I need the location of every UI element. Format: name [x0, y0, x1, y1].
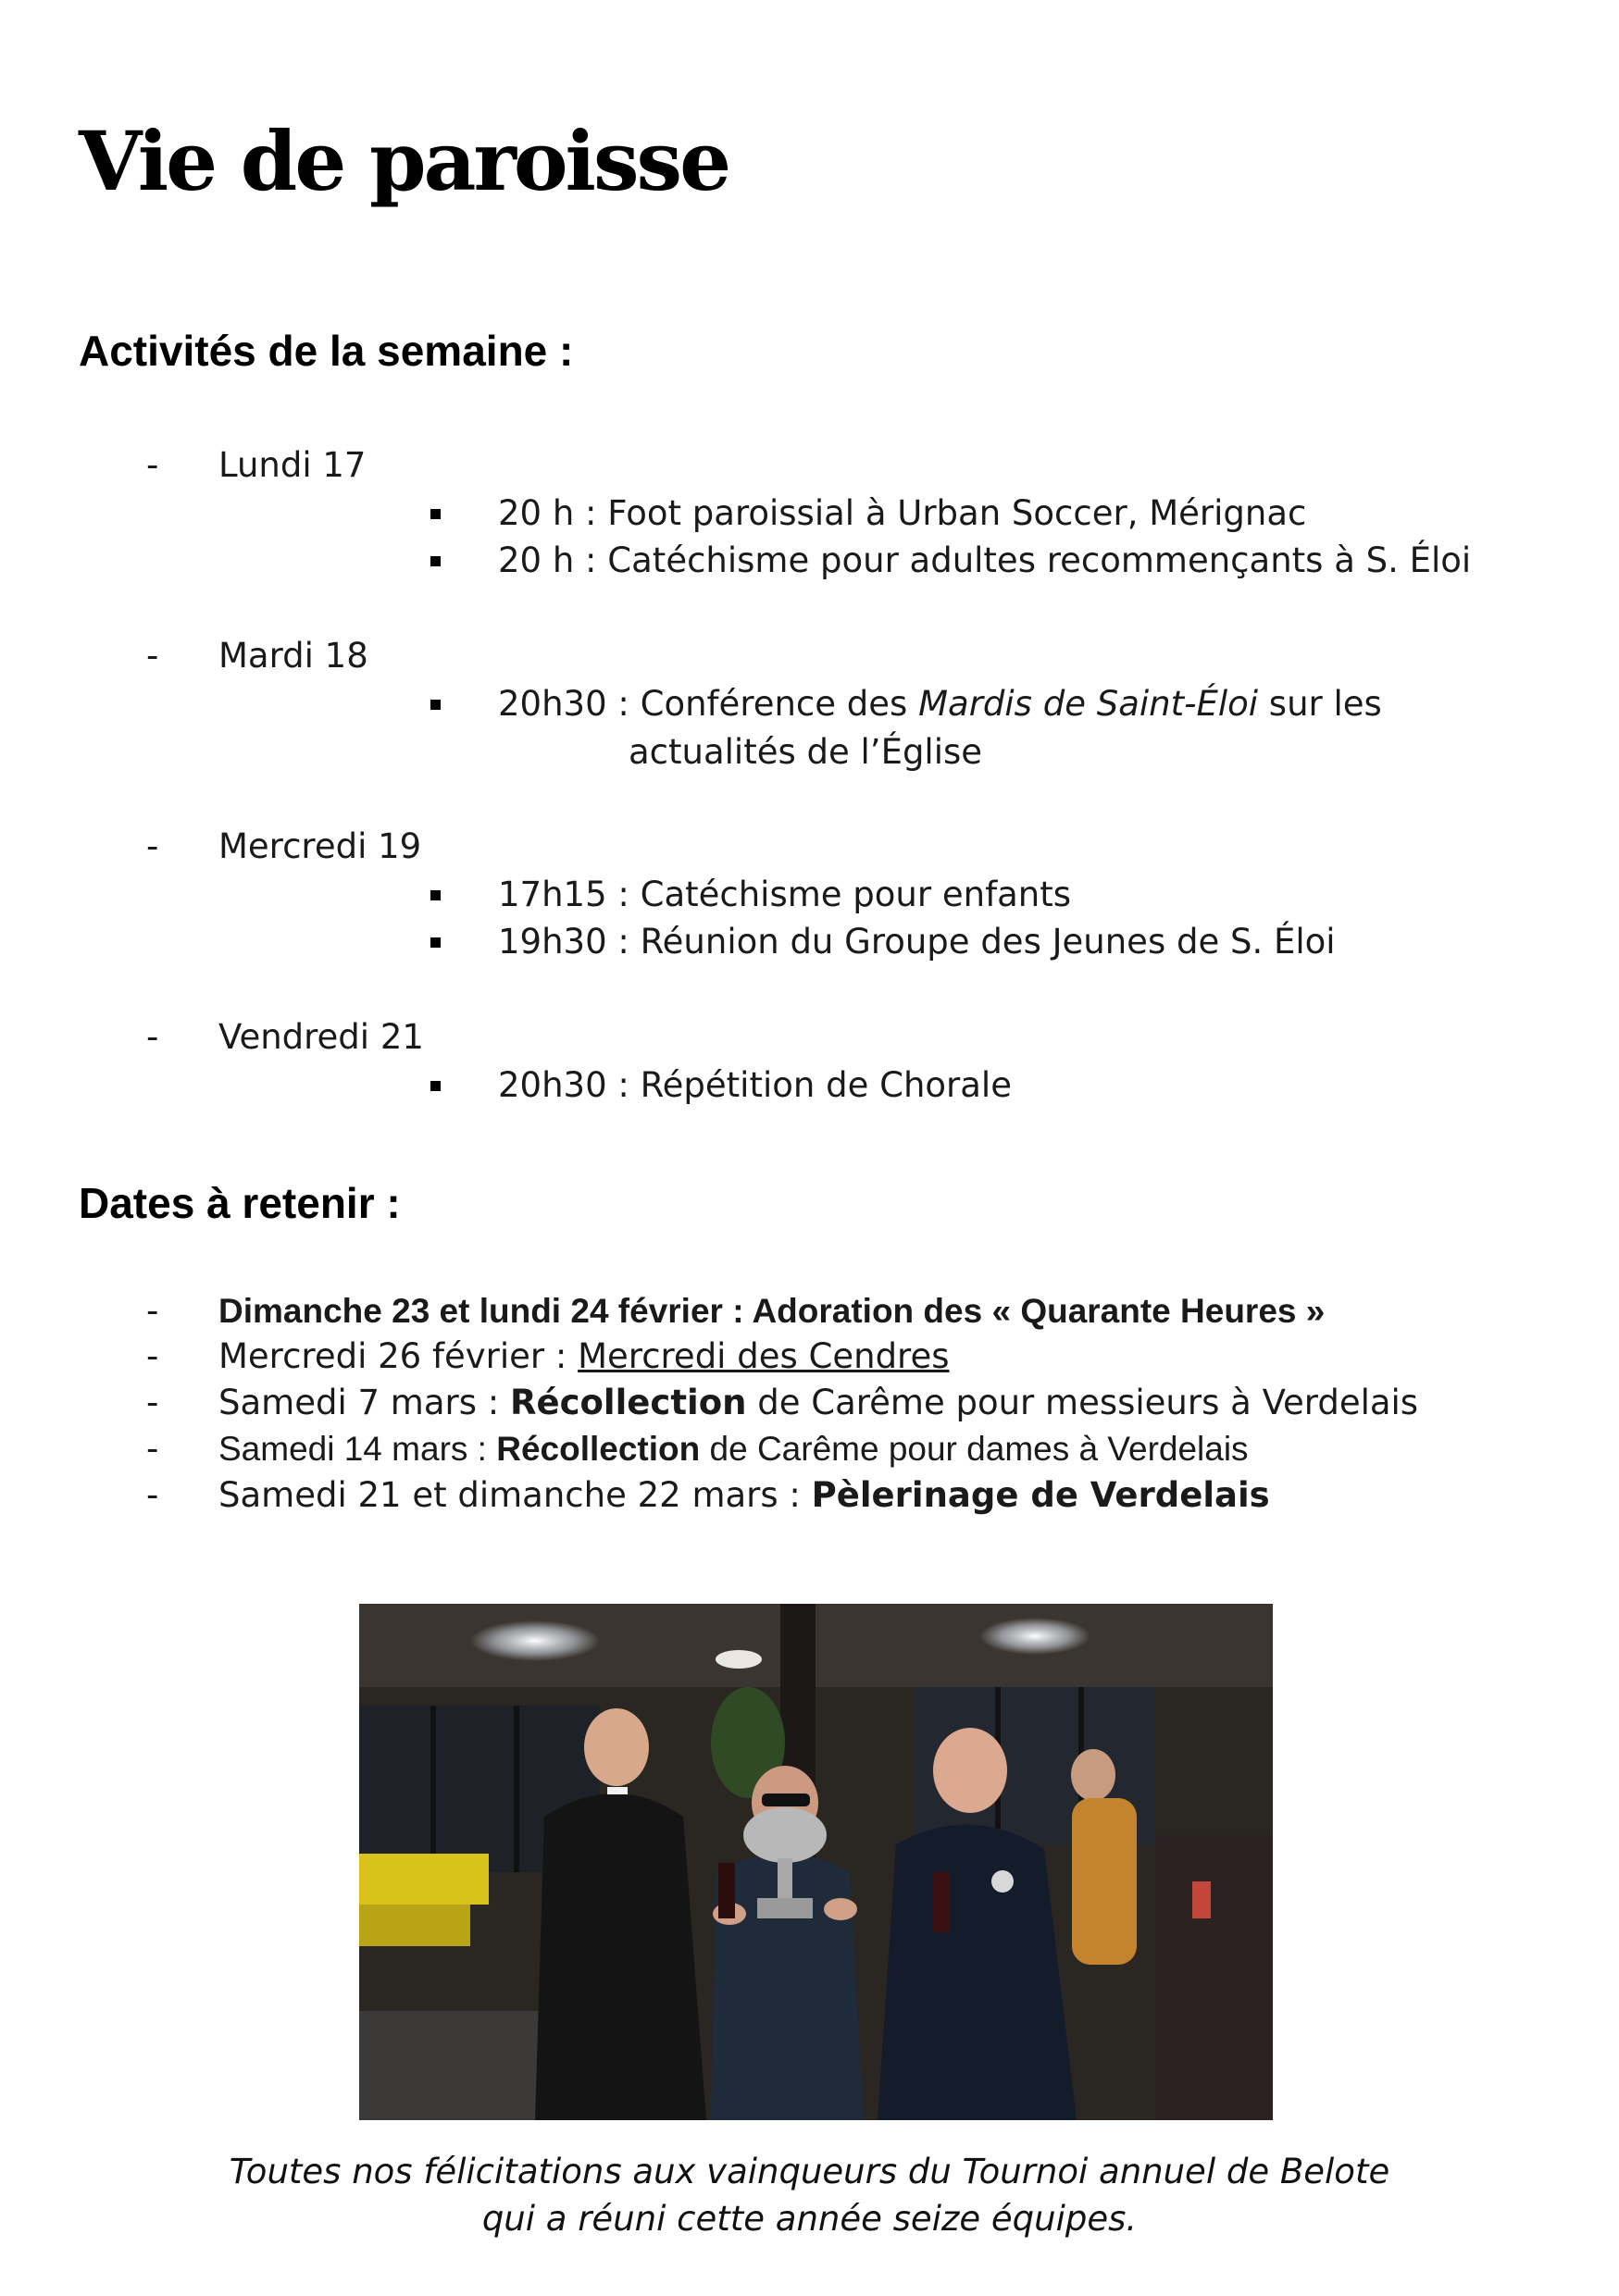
activity-item-continuation: actualités de l’Église	[629, 732, 983, 772]
list-dash: -	[146, 826, 159, 866]
day-label: Mercredi 19	[218, 826, 422, 866]
date-item: Dimanche 23 et lundi 24 février : Adoration des « Quarante Heures »	[218, 1292, 1326, 1330]
list-dash: -	[146, 1291, 159, 1331]
date-text-underlined: Mercredi des Cendres	[578, 1336, 950, 1376]
activity-time: 19h30 :	[498, 922, 629, 962]
list-dash: -	[146, 1429, 159, 1469]
activity-text: Répétition de Chorale	[640, 1065, 1012, 1105]
day-label: Vendredi 21	[218, 1017, 424, 1057]
dates-heading: Dates à retenir :	[79, 1179, 401, 1227]
bullet-square	[430, 890, 441, 900]
bullet-square	[430, 556, 441, 566]
activity-time: 20 h :	[498, 493, 597, 533]
list-dash: -	[146, 445, 159, 485]
day-label: Mardi 18	[218, 636, 368, 676]
activity-item	[498, 540, 1472, 580]
date-text-bold: Récollection	[496, 1430, 701, 1468]
date-item	[218, 1432, 1249, 1466]
activity-item	[498, 684, 1382, 724]
date-text: Samedi 7 mars :	[218, 1383, 510, 1422]
trophy-photo	[359, 1604, 1273, 2120]
activity-item	[498, 493, 1307, 533]
date-text: Samedi 21 et dimanche 22 mars :	[218, 1475, 812, 1515]
list-dash: -	[146, 1475, 159, 1515]
activity-text: Catéchisme pour adultes recommençants à S. Éloi	[607, 540, 1472, 580]
activities-heading: Activités de la semaine :	[79, 327, 574, 375]
date-item	[218, 1336, 950, 1376]
activity-item	[498, 922, 1336, 962]
list-dash: -	[146, 1017, 159, 1057]
activity-time: 17h15 :	[498, 875, 629, 914]
activity-item	[498, 877, 1071, 912]
page-title: Vie de paroisse	[79, 113, 729, 209]
activity-text: Conférence des	[640, 684, 919, 724]
bullet-square	[430, 509, 441, 519]
activity-item	[498, 1065, 1012, 1105]
activity-text: Réunion du Groupe des Jeunes de S. Éloi	[640, 922, 1336, 962]
activity-time: 20h30 :	[498, 684, 629, 724]
day-label: Lundi 17	[218, 445, 367, 485]
activity-text-italic: Mardis de Saint-Éloi	[918, 684, 1259, 724]
list-dash: -	[146, 1383, 159, 1422]
bullet-square	[430, 1081, 441, 1091]
date-item	[218, 1475, 1270, 1515]
activity-time: 20h30 :	[498, 1065, 629, 1105]
date-item	[218, 1385, 1418, 1420]
date-text: Mercredi 26 février :	[218, 1336, 579, 1376]
photo-caption-line-1: Toutes nos félicitations aux vainqueurs du Tournoi annuel de Belote	[229, 2152, 1390, 2191]
bullet-square	[430, 937, 441, 948]
date-text-bold: Récollection	[510, 1383, 747, 1422]
bullet-square	[430, 700, 441, 710]
activity-time: 20 h :	[498, 540, 597, 580]
activity-text: Catéchisme pour enfants	[640, 875, 1071, 914]
list-dash: -	[146, 1336, 159, 1376]
activity-text: Foot paroissial à Urban Soccer, Mérignac	[607, 493, 1307, 533]
date-text: de Carême pour dames à Verdelais	[700, 1430, 1249, 1468]
activity-text: sur les	[1258, 684, 1382, 724]
date-text: Samedi 14 mars :	[218, 1430, 497, 1468]
date-text-bold: Pèlerinage de Verdelais	[811, 1475, 1270, 1515]
photo-caption-line-2: qui a réuni cette année seize équipes.	[481, 2199, 1138, 2239]
list-dash: -	[146, 636, 159, 676]
date-text: de Carême pour messieurs à Verdelais	[746, 1383, 1419, 1422]
